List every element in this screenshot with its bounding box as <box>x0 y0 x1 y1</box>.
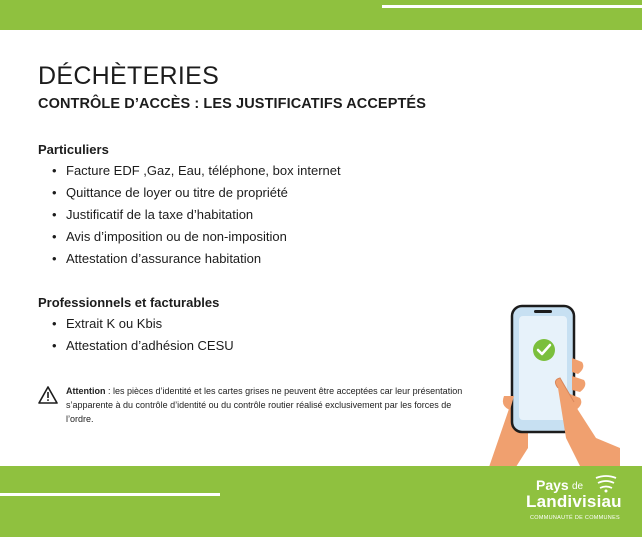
page-subtitle: CONTRÔLE D’ACCÈS : LES JUSTIFICATIFS ACCEPTÉS <box>38 96 426 112</box>
warning-label: Attention <box>66 386 106 396</box>
section-heading-particuliers: Particuliers <box>38 142 109 157</box>
warning-triangle-icon <box>38 386 58 404</box>
logo-de: de <box>572 481 584 492</box>
list-particuliers <box>38 160 341 270</box>
logo-emblem-icon <box>594 475 618 493</box>
list-item: • Attestation d’assurance habitation <box>38 248 341 270</box>
logo-tagline: COMMUNAUTÉ DE COMMUNES <box>530 515 621 521</box>
list-item: • Quittance de loyer ou titre de propriété <box>38 182 341 204</box>
hand-holding-phone-illustration <box>470 298 620 470</box>
section-heading-professionnels: Professionnels et facturables <box>38 295 220 310</box>
list-item: • Facture EDF ,Gaz, Eau, téléphone, box internet <box>38 160 341 182</box>
warning-body: : les pièces d’identité et les cartes grises ne peuvent être acceptées car leur présentation s’apparente à du contrôle d’identité ou du contrôle routier réalisé exclusivement par les forces de l’ordre. <box>66 386 463 424</box>
bottom-decor-line <box>0 493 220 496</box>
top-decor-line <box>382 5 642 8</box>
list-item: • Extrait K ou Kbis <box>38 313 234 335</box>
pays-de-landivisiau-logo <box>524 475 634 531</box>
list-item: • Attestation d’adhésion CESU <box>38 335 234 357</box>
list-professionnels <box>38 313 234 357</box>
list-item: • Avis d’imposition ou de non-imposition <box>38 226 341 248</box>
logo-pays: Pays <box>536 477 569 493</box>
logo-name: Landivisiau <box>526 492 622 511</box>
warning-text <box>66 384 471 426</box>
list-item: • Justificatif de la taxe d’habitation <box>38 204 341 226</box>
page-title: DÉCHÈTERIES <box>38 62 220 90</box>
